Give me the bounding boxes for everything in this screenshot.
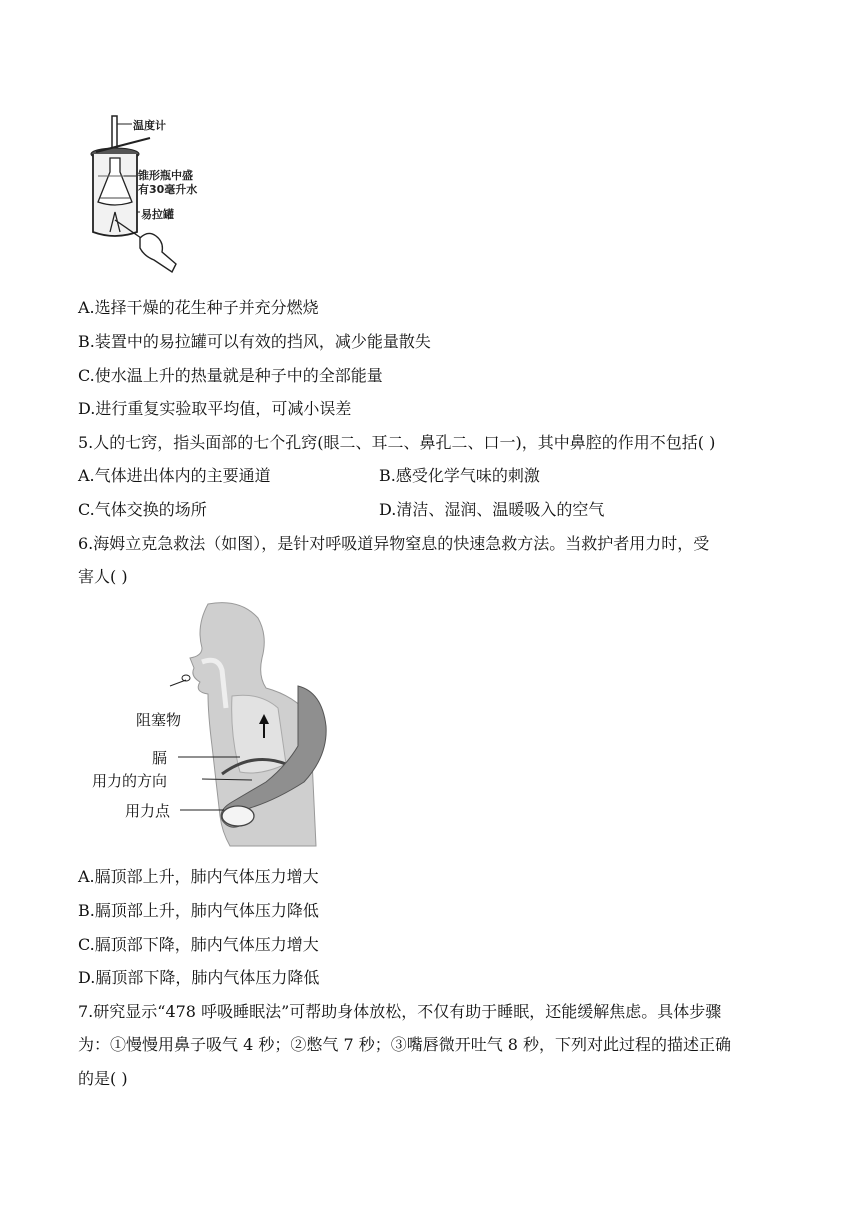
q4-option-a: A.选择干燥的花生种子并充分燃烧	[78, 298, 319, 317]
q5-option-a: A.气体进出体内的主要通道	[78, 466, 271, 485]
q4-option-b: B.装置中的易拉罐可以有效的挡风，减少能量散失	[78, 332, 431, 351]
q5-option-d: D.清洁、湿润、温暖吸入的空气	[379, 500, 605, 519]
q5-option-c: C.气体交换的场所	[78, 500, 207, 519]
q6-option-c: C.膈顶部下降，肺内气体压力增大	[78, 935, 319, 954]
label-thermometer: 温度计	[133, 119, 166, 132]
label-force-direction: 用力的方向	[92, 772, 168, 790]
q5-option-b: B.感受化学气味的刺激	[379, 466, 540, 485]
label-diaphragm: 膈	[152, 749, 168, 767]
q6-option-d: D.膈顶部下降，肺内气体压力降低	[78, 968, 320, 987]
hand	[140, 233, 176, 272]
q7-line1: 7.研究显示“478 呼吸睡眠法”可帮助身体放松，不仅有助于睡眠，还能缓解焦虑。具体步骤	[78, 1002, 722, 1021]
q6-stem-line1: 6.海姆立克急救法（如图），是针对呼吸道异物窒息的快速急救方法。当救护者用力时，受	[78, 534, 710, 553]
label-flask-line1: 锥形瓶中盛	[138, 169, 193, 182]
q4-option-d: D.进行重复实验取平均值，可减小误差	[78, 399, 352, 418]
q6-option-a: A.膈顶部上升，肺内气体压力增大	[78, 867, 319, 886]
label-can: 易拉罐	[141, 208, 174, 221]
label-obstruction: 阻塞物	[136, 711, 182, 729]
q5-stem: 5.人的七窍，指头面部的七个孔窍(眼二、耳二、鼻孔二、口一)，其中鼻腔的作用不包括( )	[78, 433, 716, 452]
q6-option-b: B.膈顶部上升，肺内气体压力降低	[78, 901, 319, 920]
label-force-point: 用力点	[125, 802, 171, 820]
q6-stem-line2: 害人( )	[78, 567, 128, 586]
q7-line2: 为：①慢慢用鼻子吸气 4 秒；②憋气 7 秒；③嘴唇微开吐气 8 秒，下列对此过程的描述正确	[78, 1035, 732, 1054]
q4-option-c: C.使水温上升的热量就是种子中的全部能量	[78, 366, 383, 385]
label-flask-line2: 有30毫升水	[138, 183, 198, 196]
q7-line3: 的是( )	[78, 1069, 128, 1088]
